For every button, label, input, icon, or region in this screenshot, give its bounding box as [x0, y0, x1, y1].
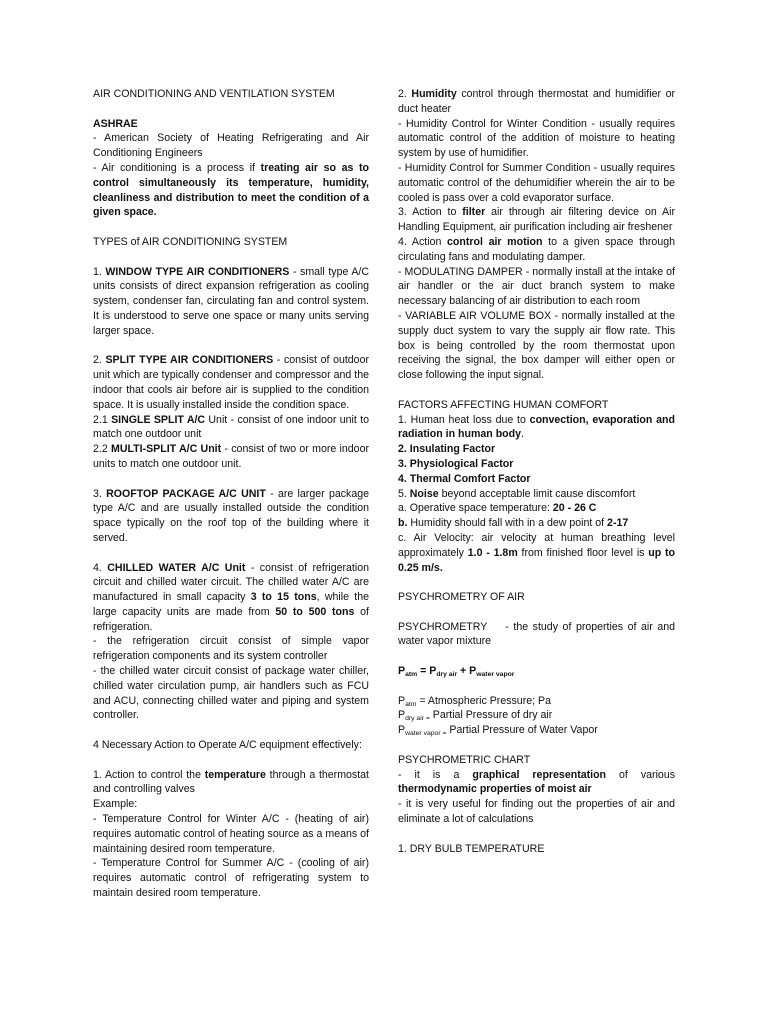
psychrometry-heading: PSYCHROMETRY OF AIR: [398, 591, 525, 604]
legend-dry-air: Pdry air = Partial Pressure of dry air: [398, 709, 553, 723]
factor-heat-loss: 1. Human heat loss due to convection, evaporation and radiation in human body.: [398, 413, 675, 441]
single-split-paragraph: 2.1 SINGLE SPLIT A/C Unit - consist of one indoor unit to match one outdoor unit: [93, 413, 369, 441]
chilled-circuit-paragraph: - the chilled water circuit consist of package water chiller, chilled water circulation pump, air handlers such as FCU and ACU, connecting chilled water and piping and system controller.: [93, 665, 369, 722]
filter-paragraph: 3. Action to filter air through air filtering device on Air Handling Equipment, air purification including air freshener: [398, 206, 676, 234]
left-column: [93, 87, 369, 901]
chilled-water-paragraph: 4. CHILLED WATER A/C Unit - consist of refrigeration circuit and chilled water circuit. The chilled water A/C are manufactured in small capacity 3 to 15 tons, while the large capacity units are made from 50 to 500 tons of refrigeration.: [93, 561, 370, 633]
rooftop-paragraph: 3. ROOFTOP PACKAGE A/C UNIT - are larger package type A/C and are usually installed outside the condition space typically on the roof top of the building where it served.: [93, 487, 369, 544]
types-heading: TYPES of AIR CONDITIONING SYSTEM: [93, 235, 288, 248]
factor-insulating: 2. Insulating Factor: [398, 443, 496, 456]
window-type-paragraph: 1. WINDOW TYPE AIR CONDITIONERS - small type A/C units consists of direct expansion refrigeration as cooling system, condenser fan, circulating fan and control system. It is understood to serve one space or many units serving larger space.: [93, 265, 370, 337]
psychrometric-chart-heading: PSYCHROMETRIC CHART: [398, 753, 531, 766]
action-temperature-paragraph: 1. Action to control the temperature through a thermostat and controlling valves: [93, 768, 369, 796]
humidity-summer-paragraph: - Humidity Control for Summer Condition - usually requires automatic control of the dehumidifier wherein the air to be cooled is pass over a cold evaporator surface.: [398, 161, 675, 204]
vav-box-paragraph: - VARIABLE AIR VOLUME BOX - normally installed at the supply duct system to vary the supply air flow rate. This box is being controlled by the room thermostat upon receiving the signal, the box damper will either open or close following the input signal.: [398, 309, 675, 382]
ashrae-heading: ASHRAE: [93, 117, 138, 130]
split-type-paragraph: 2. SPLIT TYPE AIR CONDITIONERS - consist of outdoor unit which are typically condenser and compressor and the indoor that cools air before air is supplied to the condition space. It is usually installed inside the condition space.: [93, 354, 369, 411]
factor-air-velocity: c. Air Velocity: air velocity at human breathing level approximately 1.0 - 1.8m from finished floor level is up to 0.25 m/s.: [398, 531, 676, 574]
document-title: AIR CONDITIONING AND VENTILATION SYSTEM: [93, 88, 335, 100]
pressure-formula: $P_{atm} = P_{dry air} + P_{water vapor}$: [398, 665, 515, 679]
air-motion-paragraph: 4. Action control air motion to a given space through circulating fans and modulating damper.: [398, 235, 676, 263]
actions-heading: 4 Necessary Action to Operate A/C equipment effectively:: [93, 739, 362, 752]
example-label: Example:: [93, 798, 138, 811]
factors-heading: FACTORS AFFECTING HUMAN COMFORT: [398, 398, 609, 411]
factor-physiological: 3. Physiological Factor: [398, 457, 514, 470]
chart-representation: - it is a graphical representation of various thermodynamic properties of moist air: [398, 768, 676, 796]
multi-split-paragraph: 2.2 MULTI-SPLIT A/C Unit - consist of two or more indoor units to match one outdoor unit.: [93, 443, 369, 470]
legend-atm: Patm = Atmospheric Pressure; Pa: [398, 694, 551, 708]
winter-temperature-paragraph: - Temperature Control for Winter A/C - (heating of air) requires automatic control of heating source as a means of maintaining desired room temperature.: [93, 813, 369, 855]
refrigeration-circuit-paragraph: - the refrigeration circuit consist of simple vapor refrigeration components and its system controller: [93, 635, 369, 663]
psychrometry-definition: PSYCHROMETRY - the study of properties of air and water vapor mixture: [398, 620, 678, 648]
humidity-paragraph: 2. Humidity control through thermostat and humidifier or duct heater: [398, 88, 676, 115]
humidity-winter-paragraph: - Humidity Control for Winter Condition - usually requires automatic control of the addition of moisture to heating system by use of humidifier.: [398, 117, 675, 160]
factor-humidity: b. Humidity should fall with in a dew point of 2-17: [398, 517, 629, 530]
summer-temperature-paragraph: - Temperature Control for Summer A/C - (cooling of air) requires automatic control of refrigerating system to maintain desired room temperature.: [93, 857, 369, 900]
legend-water-vapor: Pwater vapor = Partial Pressure of Water Vapor: [398, 724, 598, 738]
dry-bulb-heading: 1. DRY BULB TEMPERATURE: [398, 842, 545, 855]
chart-usefulness: - it is very useful for finding out the properties of air and eliminate a lot of calculations: [398, 798, 675, 826]
factor-noise: 5. Noise beyond acceptable limit cause discomfort: [398, 487, 636, 500]
factor-temperature: a. Operative space temperature: 20 - 26 C: [398, 502, 597, 515]
ac-definition: - Air conditioning is a process if treating air so as to control simultaneously its temperature, humidity, cleanliness and distribution to meet the condition of a given space.: [93, 161, 369, 219]
right-column: [398, 87, 678, 856]
factor-thermal: 4. Thermal Comfort Factor: [398, 472, 531, 485]
modulating-damper-paragraph: - MODULATING DAMPER - normally install at the intake of air handler or the air duct branch system to make necessary balancing of air distribution to each room: [398, 265, 675, 308]
ashrae-definition: - American Society of Heating Refrigerating and Air Conditioning Engineers: [93, 132, 369, 160]
